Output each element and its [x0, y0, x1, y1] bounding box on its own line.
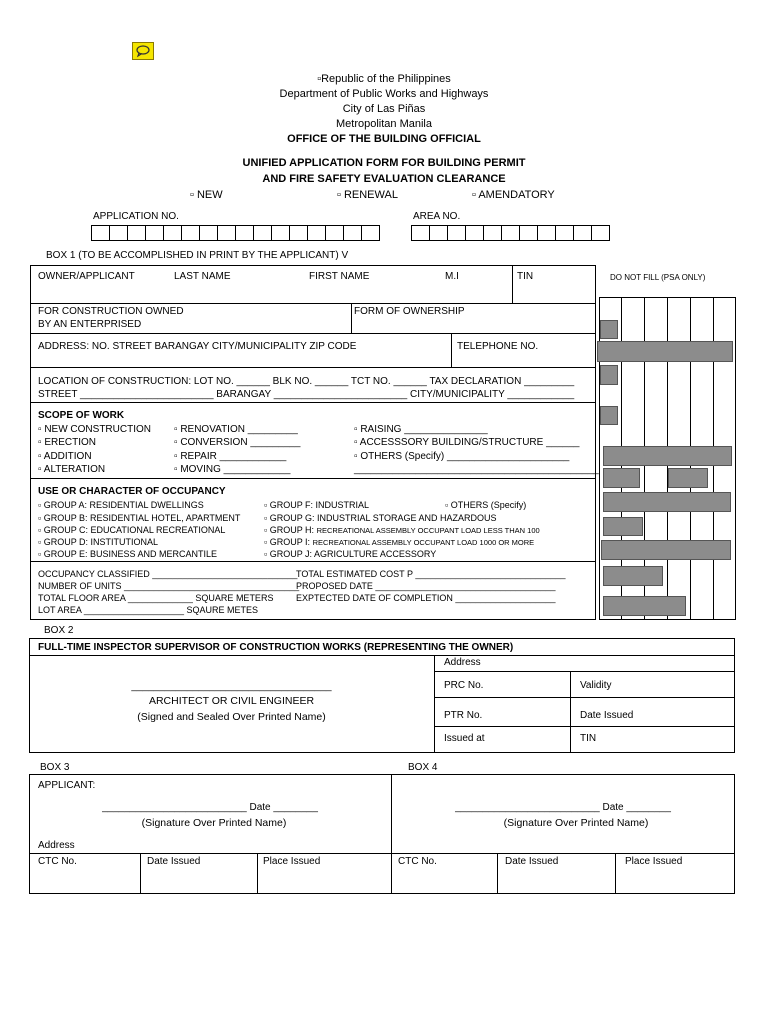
group-a[interactable]: ▫ GROUP A: RESIDENTIAL DWELLINGS — [38, 500, 204, 510]
occupancy-others[interactable]: ▫ OTHERS (Specify) — [445, 500, 527, 510]
box2-address: Address — [444, 657, 481, 668]
republic-line: ▫Republic of the Philippines — [317, 73, 451, 85]
scope-moving[interactable]: ▫ MOVING ____________ — [174, 464, 291, 475]
group-i-label: ▫ GROUP I: — [264, 537, 311, 547]
scope-raising[interactable]: ▫ RAISING _______________ — [354, 424, 488, 435]
location-line-2: STREET ________________________ BARANGAY ________________________ CITY/MUNICIPALITY ____________ — [38, 389, 575, 400]
proposed-date: PROPOSED DATE ____________________________________ — [296, 581, 556, 591]
option-new[interactable]: ▫ NEW — [190, 189, 223, 201]
address-label: ADDRESS: NO. STREET BARANGAY CITY/MUNICIPALITY ZIP CODE — [38, 341, 357, 352]
psa-shade-7 — [668, 468, 708, 488]
box2-validity: Validity — [580, 680, 612, 691]
lot-area: LOT AREA ____________________ SQAURE METES — [38, 605, 258, 615]
scope-alteration[interactable]: ▫ ALTERATION — [38, 464, 106, 475]
occupancy-classified: OCCUPANCY CLASSIFIED _____________________________ — [38, 569, 298, 579]
box4-signature-line: __________________________ Date ________ — [455, 802, 671, 813]
first-name-label: FIRST NAME — [309, 271, 370, 282]
psa-shade-1 — [600, 320, 618, 339]
group-g[interactable]: ▫ GROUP G: INDUSTRIAL STORAGE AND HAZARDOUS — [264, 513, 497, 523]
psa-only-label: DO NOT FILL (PSA ONLY) — [610, 273, 706, 282]
scope-renovation[interactable]: ▫ RENOVATION _________ — [174, 424, 298, 435]
box2-prc-no: PRC No. — [444, 680, 484, 691]
scope-conversion[interactable]: ▫ CONVERSION _________ — [174, 437, 301, 448]
box4-date-issued: Date Issued — [505, 856, 559, 867]
psa-shade-12 — [603, 596, 686, 616]
owner-label: OWNER/APPLICANT — [38, 271, 135, 282]
box2-label: BOX 2 — [44, 625, 74, 636]
scope-accessory[interactable]: ▫ ACCESSSORY BUILDING/STRUCTURE ______ — [354, 437, 580, 448]
telephone-label: TELEPHONE NO. — [457, 341, 539, 352]
number-of-units: NUMBER OF UNITS ___________________________________ — [38, 581, 300, 591]
form-title-1: UNIFIED APPLICATION FORM FOR BUILDING PERMIT — [242, 157, 526, 169]
scope-repair[interactable]: ▫ REPAIR ____________ — [174, 451, 287, 462]
psa-shade-2 — [597, 341, 733, 362]
group-h-label: ▫ GROUP H: — [264, 525, 315, 535]
scope-new-construction[interactable]: ▫ NEW CONSTRUCTION — [38, 424, 151, 435]
psa-shade-5 — [603, 446, 732, 466]
psa-shade-10 — [601, 540, 731, 560]
box2-architect: ARCHITECT OR CIVIL ENGINEER — [148, 695, 315, 707]
location-line-1: LOCATION OF CONSTRUCTION: LOT NO. ______ BLK NO. ______ TCT NO. ______ TAX DECLARATION _________ — [38, 376, 575, 387]
box3-place-issued: Place Issued — [263, 856, 321, 867]
group-h-text: RECREATIONAL ASSEMBLY OCCUPANT LOAD LESS THAN 100 — [316, 526, 540, 535]
box4-signature-caption: (Signature Over Printed Name) — [503, 817, 649, 829]
box3-applicant: APPLICANT: — [38, 780, 96, 791]
box4-ctc-no: CTC No. — [398, 856, 437, 867]
group-i-text: RECREATIONAL ASSEMBLY OCCUPANT LOAD 1000 OR MORE — [312, 538, 535, 547]
mi-label: M.I — [445, 271, 459, 282]
box3-ctc-no: CTC No. — [38, 856, 77, 867]
total-floor-area: TOTAL FLOOR AREA _____________ SQUARE METERS — [38, 593, 274, 603]
group-b[interactable]: ▫ GROUP B: RESIDENTIAL HOTEL, APARTMENT — [38, 513, 241, 523]
psa-shade-4 — [600, 406, 618, 425]
last-name-label: LAST NAME — [174, 271, 231, 282]
box2-issued-at: Issued at — [444, 733, 485, 744]
application-no-label: APPLICATION NO. — [93, 211, 179, 222]
area-no-label: AREA NO. — [413, 211, 461, 222]
option-amendatory[interactable]: ▫ AMENDATORY — [472, 189, 555, 201]
metro-line: Metropolitan Manila — [336, 118, 432, 130]
occupancy-title: USE OR CHARACTER OF OCCUPANCY — [38, 486, 226, 497]
box4-label: BOX 4 — [408, 762, 438, 773]
psa-shade-11 — [603, 566, 663, 586]
box4-place-issued: Place Issued — [625, 856, 683, 867]
group-f[interactable]: ▫ GROUP F: INDUSTRIAL — [264, 500, 370, 510]
department-line: Department of Public Works and Highways — [279, 88, 489, 100]
box2-header: FULL-TIME INSPECTOR SUPERVISOR OF CONSTRUCTION WORKS (REPRESENTING THE OWNER) — [38, 642, 514, 653]
option-renewal[interactable]: ▫ RENEWAL — [337, 189, 398, 201]
box3-4-frame — [29, 774, 735, 894]
expected-completion: EXPTECTED DATE OF COMPLETION ____________________ — [296, 593, 556, 603]
construction-owned-label-2: BY AN ENTERPRISED — [38, 319, 142, 330]
box3-signature-line: __________________________ Date ________ — [102, 802, 318, 813]
city-line: City of Las Piñas — [342, 103, 426, 115]
box2-signed-sealed: (Signed and Sealed Over Printed Name) — [137, 711, 326, 723]
comment-icon[interactable] — [132, 42, 154, 60]
application-no-boxes[interactable] — [92, 225, 380, 241]
form-title-2: AND FIRE SAFETY EVALUATION CLEARANCE — [262, 173, 506, 185]
office-line: OFFICE OF THE BUILDING OFFICIAL — [287, 133, 481, 145]
box1-heading: BOX 1 (TO BE ACCOMPLISHED IN PRINT BY THE APPLICANT) V — [46, 250, 349, 261]
box3-label: BOX 3 — [40, 762, 70, 773]
form-of-ownership-label: FORM OF OWNERSHIP — [354, 306, 465, 317]
total-estimated-cost: TOTAL ESTIMATED COST P ______________________________ — [296, 569, 566, 579]
box3-address: Address — [38, 840, 75, 851]
psa-shade-8 — [603, 492, 731, 512]
box3-date-issued: Date Issued — [147, 856, 201, 867]
group-j[interactable]: ▫ GROUP J: AGRICULTURE ACCESSORY — [264, 549, 437, 559]
box2-tin: TIN — [580, 733, 597, 744]
area-no-boxes[interactable] — [412, 225, 610, 241]
box2-ptr-no: PTR No. — [444, 710, 483, 721]
scope-addition[interactable]: ▫ ADDITION — [38, 451, 92, 462]
box3-signature-caption: (Signature Over Printed Name) — [141, 817, 287, 829]
psa-shade-3 — [600, 365, 618, 385]
psa-shade-9 — [603, 517, 643, 536]
tin-label: TIN — [517, 271, 534, 282]
scope-others-line: ____________________________________________ — [354, 464, 599, 475]
construction-owned-label-1: FOR CONSTRUCTION OWNED — [38, 306, 184, 317]
group-e[interactable]: ▫ GROUP E: BUSINESS AND MERCANTILE — [38, 549, 218, 559]
box2-signature-line: ____________________________________ — [131, 681, 332, 692]
scope-others[interactable]: ▫ OTHERS (Specify) ______________________ — [354, 451, 570, 462]
scope-erection[interactable]: ▫ ERECTION — [38, 437, 96, 448]
group-d[interactable]: ▫ GROUP D: INSTITUTIONAL — [38, 537, 159, 547]
scope-title: SCOPE OF WORK — [38, 410, 125, 421]
box2-date-issued: Date Issued — [580, 710, 634, 721]
group-c[interactable]: ▫ GROUP C: EDUCATIONAL RECREATIONAL — [38, 525, 226, 535]
psa-shade-6 — [603, 468, 640, 488]
